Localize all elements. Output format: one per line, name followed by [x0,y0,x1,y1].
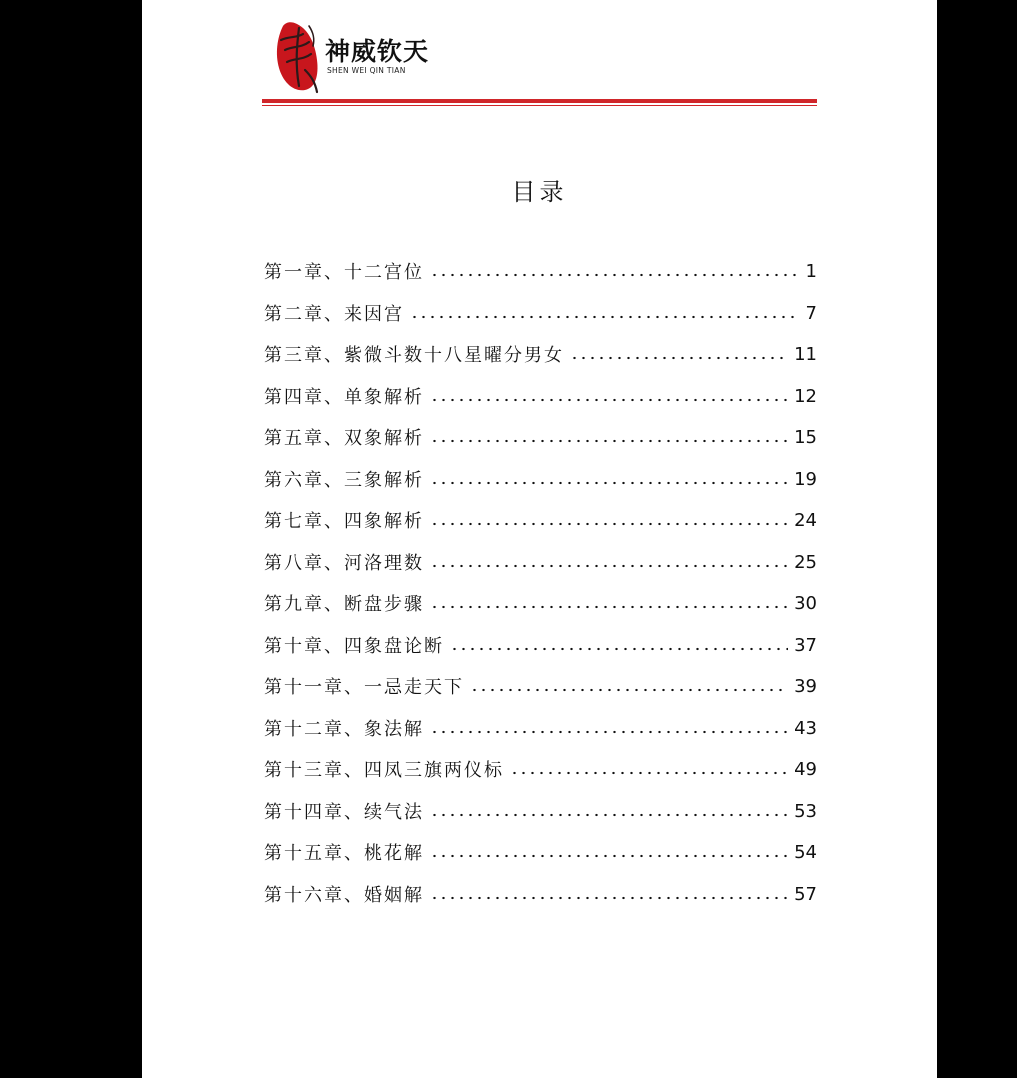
brand-name: 神威钦天 [325,37,430,66]
toc-entry-label: 第九章、断盘步骤 [264,594,424,615]
toc-entry[interactable] [264,458,817,500]
toc-entry-page: 19 [794,468,817,490]
toc-entry[interactable] [264,707,817,749]
toc-entry[interactable] [264,665,817,707]
toc-entry-label: 第七章、四象解析 [264,511,424,532]
toc-dot-leader [430,273,800,277]
toc-entry-label: 第四章、单象解析 [264,387,424,408]
toc-dot-leader [410,315,800,319]
toc-entry[interactable] [264,582,817,624]
toc-entry[interactable] [264,375,817,417]
seal-icon [275,20,319,94]
toc-entry[interactable] [264,499,817,541]
toc-dot-leader [430,730,788,734]
toc-entry-label: 第一章、十二宫位 [264,262,424,283]
toc-entry-page: 53 [794,800,817,822]
toc-entry-page: 37 [794,634,817,656]
toc-entry[interactable] [264,831,817,873]
toc-dot-leader [430,605,788,609]
toc-entry[interactable] [264,748,817,790]
toc-dot-leader [430,439,788,443]
toc-entry[interactable] [264,416,817,458]
toc-dot-leader [430,522,788,526]
toc-entry-page: 30 [794,592,817,614]
toc-entry-label: 第十三章、四凤三旗两仪标 [264,760,504,781]
toc-dot-leader [430,896,788,900]
toc-dot-leader [430,398,788,402]
toc-entry-label: 第二章、来因宫 [264,304,404,325]
toc-entry-page: 24 [794,509,817,531]
toc-entry-page: 57 [794,883,817,905]
toc-entry-label: 第十二章、象法解 [264,719,424,740]
toc-dot-leader [510,771,788,775]
toc-dot-leader [430,854,788,858]
toc-entry-label: 第八章、河洛理数 [264,553,424,574]
toc-dot-leader [470,688,788,692]
toc-entry-page: 15 [794,426,817,448]
brand-logo [271,12,443,94]
toc-entry-label: 第十六章、婚姻解 [264,885,424,906]
toc-entry[interactable] [264,624,817,666]
toc-entry-page: 25 [794,551,817,573]
toc-entry[interactable] [264,790,817,832]
toc-entry-page: 1 [805,260,817,282]
toc-entry-label: 第十一章、一忌走天下 [264,677,464,698]
toc-entry[interactable] [264,333,817,375]
toc-dot-leader [450,647,788,651]
toc-entry[interactable] [264,250,817,292]
brand-subtitle: SHEN WEI QIN TIAN [327,66,406,75]
document-page [142,0,937,1078]
toc-dot-leader [430,564,788,568]
toc-title: 目录 [511,178,568,206]
toc-entry-label: 第十四章、续气法 [264,802,424,823]
toc-entry-label: 第五章、双象解析 [264,428,424,449]
toc-entry-label: 第三章、紫微斗数十八星曜分男女 [264,345,564,366]
toc-entry-page: 7 [805,302,817,324]
toc-entry[interactable] [264,541,817,583]
toc-entry-page: 49 [794,758,817,780]
toc-dot-leader [570,356,788,360]
header-rule-thin [262,105,817,106]
toc-entry-page: 54 [794,841,817,863]
toc-entry[interactable] [264,873,817,915]
toc-entry-page: 43 [794,717,817,739]
toc-dot-leader [430,813,788,817]
toc-entry-label: 第十章、四象盘论断 [264,636,444,657]
toc-entry-label: 第六章、三象解析 [264,470,424,491]
toc-entry-label: 第十五章、桃花解 [264,843,424,864]
toc-entry-page: 39 [794,675,817,697]
toc-entry[interactable] [264,292,817,334]
toc-entry-page: 12 [794,385,817,407]
toc-dot-leader [430,481,788,485]
toc-entry-page: 11 [794,343,817,365]
header-rule-thick [262,99,817,103]
